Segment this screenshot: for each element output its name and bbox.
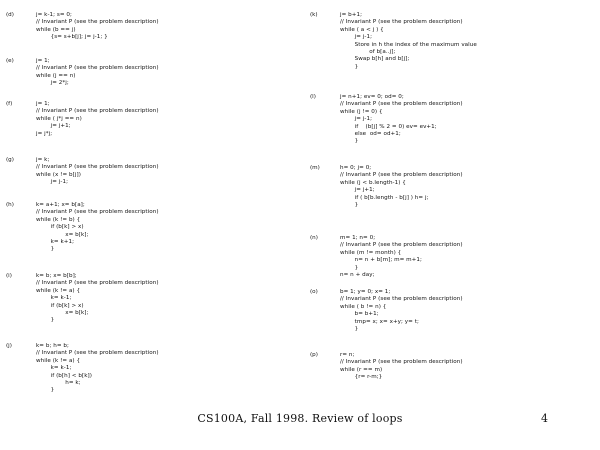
- code-line: while (j != 0) {: [340, 108, 383, 115]
- code-line: x= b[k];: [36, 231, 89, 238]
- code-line: // Invariant P (see the problem description): [340, 172, 463, 179]
- code-line: if ( b[b.length - b[j] ) h= j;: [340, 194, 429, 201]
- code-snippet: [340, 12, 477, 71]
- code-line: while (x != b[j]): [36, 171, 81, 178]
- code-line: tmp= x; x= x+y; y= t;: [340, 318, 419, 325]
- code-line: // Invariant P (see the problem description): [340, 242, 463, 249]
- problem-label: (p): [310, 352, 318, 358]
- code-line: j= j+1;: [36, 123, 71, 130]
- code-line: }: [340, 264, 359, 271]
- code-line: if (b[k] > x): [36, 302, 84, 309]
- code-line: else od= od+1;: [340, 131, 401, 138]
- page-number: 4: [541, 412, 548, 425]
- code-line: while (j < b.length-1) {: [340, 179, 406, 186]
- code-snippet: [36, 101, 159, 138]
- code-snippet: [36, 157, 159, 187]
- code-line: }: [36, 387, 55, 394]
- problem-label: (l): [310, 94, 316, 100]
- code-line: // Invariant P (see the problem description): [340, 359, 463, 366]
- problem-label: (o): [310, 289, 318, 295]
- code-line: k= k-1;: [36, 295, 72, 302]
- code-snippet: [340, 352, 463, 382]
- code-line: }: [36, 246, 55, 253]
- problem-label: (m): [310, 165, 320, 171]
- code-snippet: [36, 202, 159, 254]
- code-line: }: [340, 202, 359, 209]
- code-line: if (b[h] < b[k]): [36, 372, 92, 379]
- code-line: }: [36, 317, 55, 324]
- code-line: of b[a..j];: [340, 49, 396, 56]
- code-line: // Invariant P (see the problem description): [36, 164, 159, 171]
- code-line: j= j*j;: [36, 130, 53, 137]
- problem-label: (f): [6, 101, 13, 107]
- code-line: k= b; h= b;: [36, 343, 69, 349]
- code-line: j= 2*j;: [36, 80, 69, 87]
- code-line: {r= r-m;}: [340, 374, 383, 381]
- problem-label: (g): [6, 157, 14, 163]
- code-snippet: [36, 273, 159, 325]
- code-line: if (b[j] % 2 = 0) ev= ev+1;: [340, 123, 437, 130]
- code-line: j= j+1;: [340, 187, 375, 194]
- code-line: j= k-1; s= 0;: [36, 12, 72, 18]
- code-snippet: [36, 343, 159, 395]
- problem-label: (k): [310, 12, 318, 18]
- code-line: b= 1; y= 0; x= 1;: [340, 289, 391, 295]
- code-line: k= b; x= b[b];: [36, 273, 77, 279]
- code-line: j= k;: [36, 157, 50, 163]
- code-line: while (j == n): [36, 72, 76, 79]
- code-line: h= k;: [36, 380, 81, 387]
- code-line: // Invariant P (see the problem description): [36, 280, 159, 287]
- code-line: // Invariant P (see the problem description): [340, 19, 463, 26]
- code-line: while (b == j): [36, 26, 76, 33]
- code-line: x= b[k];: [36, 310, 89, 317]
- code-line: j= j-1;: [340, 34, 373, 41]
- code-line: // Invariant P (see the problem description): [36, 350, 159, 357]
- code-line: m= 1; n= 0;: [340, 235, 376, 241]
- code-line: n= n + day;: [340, 272, 375, 279]
- code-line: // Invariant P (see the problem description): [340, 101, 463, 108]
- code-line: while ( a < j ) {: [340, 26, 384, 33]
- code-line: j= 1;: [36, 58, 50, 64]
- code-line: k= k+1;: [36, 239, 75, 246]
- code-line: k= a+1; x= b[a];: [36, 202, 85, 208]
- code-line: while (m != month) {: [340, 249, 402, 256]
- code-line: // Invariant P (see the problem description): [36, 65, 159, 72]
- code-line: j= j-1;: [340, 116, 373, 123]
- code-line: j= 1;: [36, 101, 50, 107]
- footer-title: CS100A, Fall 1998. Review of loops: [197, 412, 403, 425]
- code-line: }: [340, 326, 359, 333]
- code-snippet: [36, 58, 159, 88]
- code-line: while (k != a) {: [36, 357, 81, 364]
- code-line: }: [340, 138, 359, 145]
- code-line: r= n;: [340, 352, 355, 358]
- code-line: }: [340, 63, 359, 70]
- code-line: j= b+1;: [340, 12, 363, 18]
- code-line: // Invariant P (see the problem description): [340, 296, 463, 303]
- code-line: {s= s+b[j]; j= j-1; }: [36, 34, 108, 41]
- code-snippet: [36, 12, 159, 42]
- code-line: while (k != b) {: [36, 216, 81, 223]
- code-line: k= k-1;: [36, 365, 72, 372]
- code-line: j= n+1; ev= 0; od= 0;: [340, 94, 404, 100]
- code-line: n= n + b[m]; m= m+1;: [340, 257, 422, 264]
- code-snippet: [340, 165, 463, 209]
- problem-label: (n): [310, 235, 318, 241]
- code-line: while (k != a) {: [36, 287, 81, 294]
- code-line: // Invariant P (see the problem description): [36, 209, 159, 216]
- code-line: Swap b[h] and b[j];: [340, 56, 410, 63]
- code-line: j= j-1;: [36, 179, 69, 186]
- problem-label: (e): [6, 58, 14, 64]
- problem-label: (h): [6, 202, 14, 208]
- code-line: if (b[k] > x): [36, 224, 84, 231]
- problem-label: (i): [6, 273, 12, 279]
- code-line: h= 0; j= 0;: [340, 165, 372, 171]
- code-line: // Invariant P (see the problem description): [36, 19, 159, 26]
- code-line: b= b+1;: [340, 311, 379, 318]
- code-line: // Invariant P (see the problem description): [36, 108, 159, 115]
- code-snippet: [340, 94, 463, 146]
- code-line: while ( b != n) {: [340, 303, 387, 310]
- code-snippet: [340, 235, 463, 279]
- problem-label: (d): [6, 12, 14, 18]
- code-line: Store in h the index of the maximum value: [340, 41, 477, 48]
- code-line: while ( j*j == n): [36, 115, 82, 122]
- code-snippet: [340, 289, 463, 333]
- problem-label: (j): [6, 343, 12, 349]
- code-line: while (r == m): [340, 366, 383, 373]
